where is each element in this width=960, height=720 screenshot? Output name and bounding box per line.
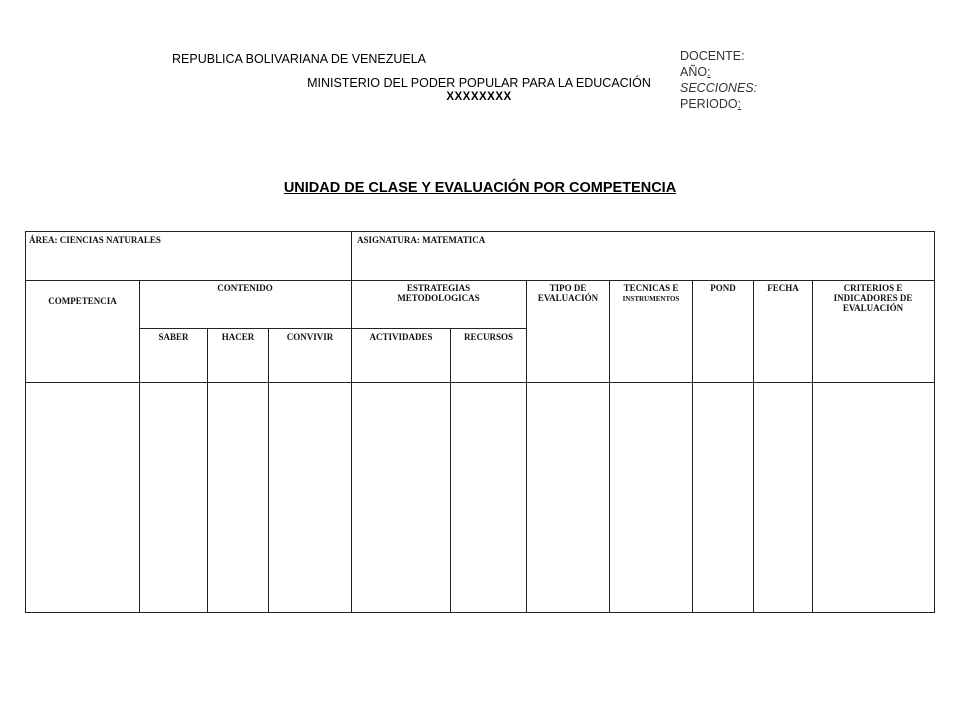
asignatura-cell: ASIGNATURA: MATEMATICA xyxy=(357,235,486,245)
col-divider xyxy=(812,280,813,612)
competencia-header: COMPETENCIA xyxy=(48,296,117,306)
secciones-label: SECCIONES: xyxy=(680,81,758,95)
col-divider xyxy=(692,280,693,612)
tecnicas-label: TECNICAS E xyxy=(623,283,679,293)
anio-text: AÑO xyxy=(680,65,708,79)
area-cell: ÁREA: CIENCIAS NATURALES xyxy=(29,235,161,245)
docente-label: DOCENTE: xyxy=(680,49,745,63)
tecnicas-header xyxy=(610,283,692,304)
institution-code: XXXXXXXX xyxy=(446,91,512,103)
periodo-colon: : xyxy=(737,97,742,111)
col-divider xyxy=(526,280,527,612)
periodo-label xyxy=(680,97,741,111)
ministry-heading: MINISTERIO DEL PODER POPULAR PARA LA EDUCACIÓN xyxy=(307,76,651,90)
republic-heading: REPUBLICA BOLIVARIANA DE VENEZUELA xyxy=(172,52,427,66)
evaluation-table xyxy=(25,231,935,613)
col-divider xyxy=(139,280,140,612)
estrategias-header: ESTRATEGIAS METODOLOGICAS xyxy=(397,283,480,303)
saber-header: SABER xyxy=(158,332,189,342)
col-divider xyxy=(753,280,754,612)
page-title: UNIDAD DE CLASE Y EVALUACIÓN POR COMPETENCIA xyxy=(283,180,677,196)
row-divider xyxy=(26,280,934,281)
instrumentos-label: INSTRUMENTOS xyxy=(622,295,680,303)
convivir-header: CONVIVIR xyxy=(286,332,334,342)
pond-header: POND xyxy=(710,283,736,293)
anio-label xyxy=(680,65,711,79)
hacer-header: HACER xyxy=(221,332,255,342)
subheader-divider xyxy=(139,328,527,329)
col-divider xyxy=(268,328,269,612)
criterios-header: CRITERIOS E INDICADORES DE EVALUACIÓN xyxy=(833,283,913,313)
anio-colon: : xyxy=(707,65,711,79)
contenido-header: CONTENIDO xyxy=(217,283,273,293)
col-divider xyxy=(351,232,352,612)
header-bottom-divider xyxy=(26,382,934,383)
periodo-text: PERIODO xyxy=(680,97,738,111)
col-divider xyxy=(207,328,208,612)
col-divider xyxy=(450,328,451,612)
fecha-header: FECHA xyxy=(767,283,799,293)
actividades-header: ACTIVIDADES xyxy=(369,332,433,342)
col-divider xyxy=(609,280,610,612)
recursos-header: RECURSOS xyxy=(463,332,513,342)
tipo-evaluacion-header: TIPO DE EVALUACIÓN xyxy=(537,283,599,303)
